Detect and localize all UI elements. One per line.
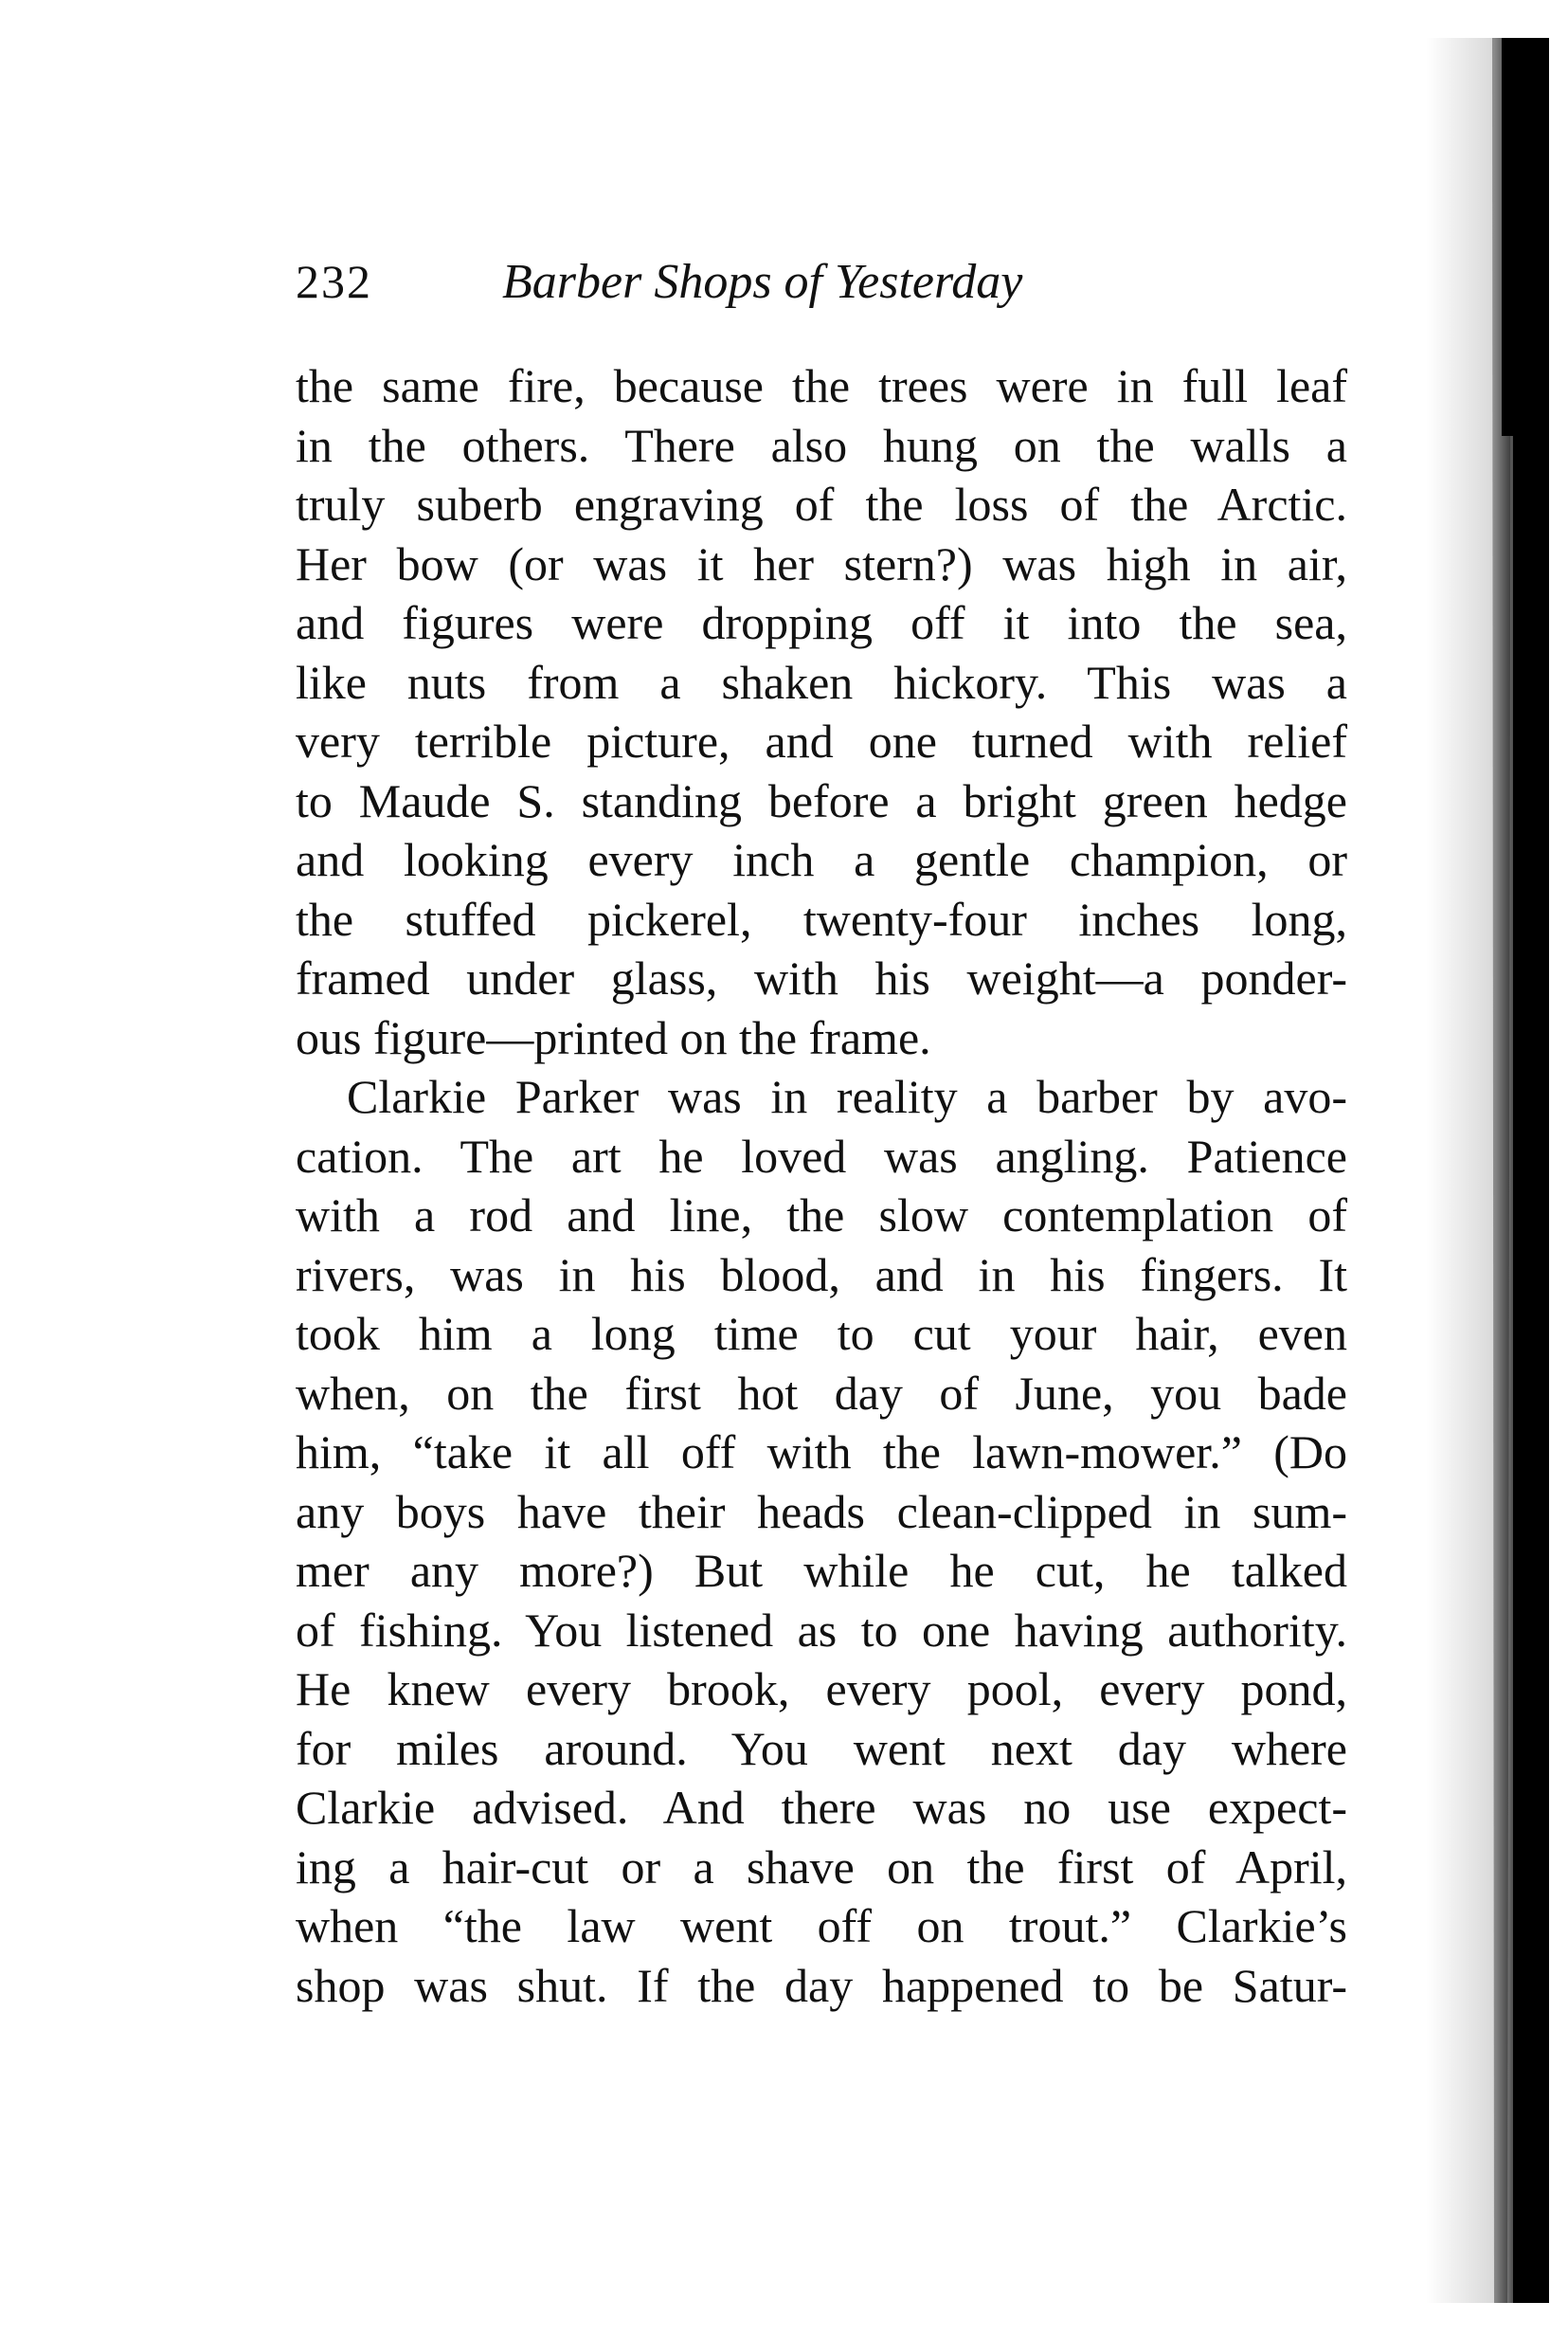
text-line: Clarkie advised. And there was no use expect- bbox=[296, 1781, 1347, 1834]
text-line: the stuffed pickerel, twenty-four inches long, bbox=[296, 892, 1347, 946]
text-line: when, on the first hot day of June, you bade bbox=[296, 1366, 1347, 1420]
text-line: to Maude S. standing before a bright green hedge bbox=[296, 773, 1347, 827]
text-line: like nuts from a shaken hickory. This was a bbox=[296, 655, 1347, 709]
text-line: truly suberb engraving of the loss of the Arctic. bbox=[296, 478, 1347, 531]
text-line: of fishing. You listened as to one having authority. bbox=[296, 1603, 1347, 1657]
text-line: He knew every brook, every pool, every pond, bbox=[296, 1662, 1347, 1715]
text-line: took him a long time to cut your hair, even bbox=[296, 1307, 1347, 1360]
text-line: with a rod and line, the slow contemplation of bbox=[296, 1188, 1347, 1241]
text-line: shop was shut. If the day happened to be Satur- bbox=[296, 1958, 1347, 2012]
text-line: the same fire, because the trees were in full leaf bbox=[296, 359, 1347, 412]
text-line: Clarkie Parker was in reality a barber by avo- bbox=[347, 1070, 1347, 1123]
body-text bbox=[296, 356, 1347, 2015]
page-number: 232 bbox=[296, 255, 372, 308]
binding-gutter-shadow bbox=[1426, 38, 1549, 2303]
text-line: and looking every inch a gentle champion, or bbox=[296, 833, 1347, 886]
text-line: ing a hair-cut or a shave on the first of April, bbox=[296, 1840, 1347, 1894]
text-line: rivers, was in his blood, and in his fingers. It bbox=[296, 1247, 1347, 1301]
text-line: any boys have their heads clean-clipped in sum- bbox=[296, 1484, 1347, 1538]
text-line: cation. The art he loved was angling. Patience bbox=[296, 1129, 1347, 1183]
text-line: mer any more?) But while he cut, he talked bbox=[296, 1544, 1347, 1597]
text-line: and figures were dropping off it into the sea, bbox=[296, 596, 1347, 649]
text-line: for miles around. You went next day where bbox=[296, 1721, 1347, 1775]
running-title: Barber Shops of Yesterday bbox=[502, 255, 1023, 309]
text-line: Her bow (or was it her stern?) was high in air, bbox=[296, 536, 1347, 590]
text-line: very terrible picture, and one turned with relief bbox=[296, 715, 1347, 768]
text-line: when “the law went off on trout.” Clarkie’s bbox=[296, 1899, 1347, 1952]
text-line: him, “take it all off with the lawn-mower.” (Do bbox=[296, 1425, 1347, 1478]
text-line: in the others. There also hung on the walls a bbox=[296, 418, 1347, 472]
text-line: framed under glass, with his weight—a ponder- bbox=[296, 952, 1347, 1005]
running-head bbox=[296, 254, 1347, 311]
text-line: ous figure—printed on the frame. bbox=[296, 1010, 931, 1064]
